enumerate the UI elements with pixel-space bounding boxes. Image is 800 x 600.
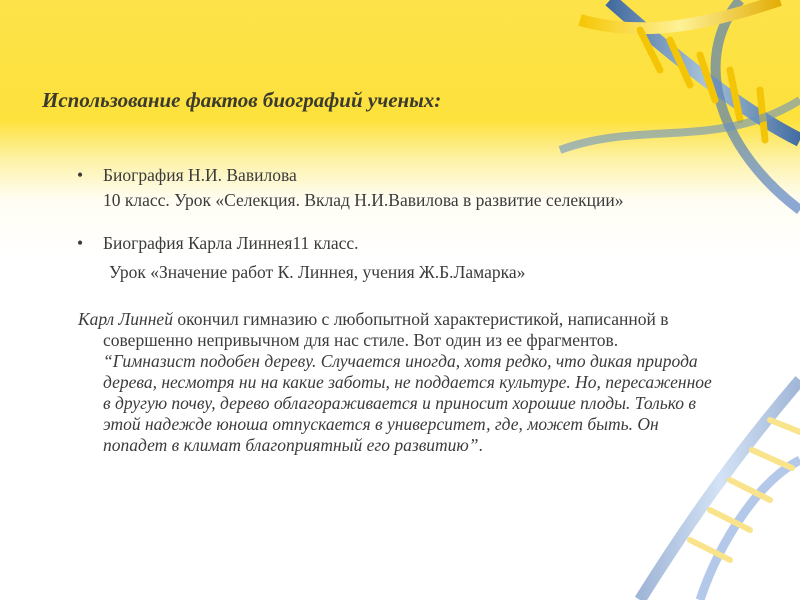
bullet-item <box>75 233 715 254</box>
bullet-detail: 10 класс. Урок «Селекция. Вклад Н.И.Вавилова в развитие селекции» <box>103 190 624 210</box>
bullet-text: Биография Н.И. Вавилова <box>103 165 297 185</box>
quote-end: . <box>478 435 483 455</box>
quote-paragraph <box>78 309 715 456</box>
quote-excerpt: “Гимназист подобен дереву. Случается иногда, хотя редко, что дикая природа дерева, несмотря ни на какие заботы, не поддается культуре. Но, пересаженное в другую почву, дерево облагораживается и приносит хорошие плоды. Только в этой надежде юноша отпускается в университет, где, может быть. Он попадет в климат благоприятный его развитию” <box>103 351 712 455</box>
bullet-detail: Урок «Значение работ К. Линнея, учения Ж.Б.Ламарка» <box>109 262 526 282</box>
quote-name: Карл Линней <box>78 309 173 329</box>
bullet-item <box>75 165 715 186</box>
bullet-text: Биография Карла Линнея11 класс. <box>103 233 359 253</box>
bullet-marker: • <box>77 233 84 253</box>
slide-title: Использование фактов биографий ученых: <box>42 88 442 112</box>
slide-body <box>75 165 715 456</box>
bullet-marker: • <box>77 165 84 185</box>
quote-intro: окончил гимназию с любопытной характеристикой, написанной в совершенно непривычном для нас стиле. Вот один из ее фрагментов. <box>103 309 669 350</box>
